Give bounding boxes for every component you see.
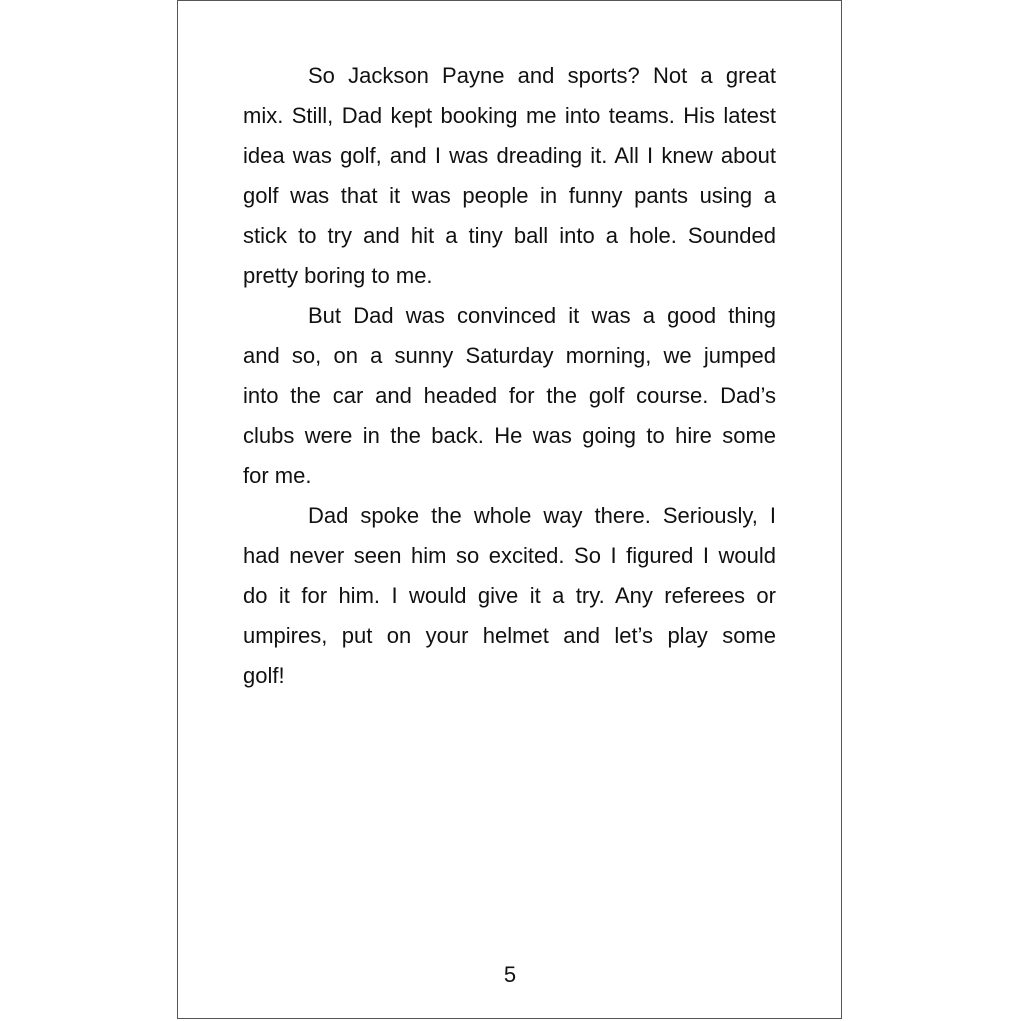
text-line: had never seen him so excited. So I figured I would: [243, 543, 776, 568]
text-line: golf was that it was people in funny pants using a: [243, 183, 776, 208]
page-number: 5: [503, 962, 517, 987]
text-line: do it for him. I would give it a try. Any referees or: [243, 583, 776, 608]
text-line: clubs were in the back. He was going to hire some: [243, 423, 776, 448]
text-line: and so, on a sunny Saturday morning, we jumped: [243, 343, 776, 368]
text-line: umpires, put on your helmet and let’s play some: [243, 623, 776, 648]
paragraph: [243, 496, 776, 696]
paragraph: [243, 296, 776, 496]
text-line: mix. Still, Dad kept booking me into teams. His latest: [243, 103, 776, 128]
text-line: stick to try and hit a tiny ball into a hole. Sounded: [243, 223, 776, 248]
text-line: Dad spoke the whole way there. Seriously, I: [308, 503, 776, 528]
text-line: into the car and headed for the golf course. Dad’s: [243, 383, 776, 408]
paragraph: [243, 56, 776, 296]
text-line: idea was golf, and I was dreading it. All I knew about: [243, 143, 776, 168]
text-line: So Jackson Payne and sports? Not a great: [308, 63, 776, 88]
text-line: But Dad was convinced it was a good thing: [308, 303, 776, 328]
body-text: [243, 56, 776, 696]
text-line: golf!: [243, 663, 285, 688]
text-line: pretty boring to me.: [243, 263, 433, 288]
text-line: for me.: [243, 463, 312, 488]
